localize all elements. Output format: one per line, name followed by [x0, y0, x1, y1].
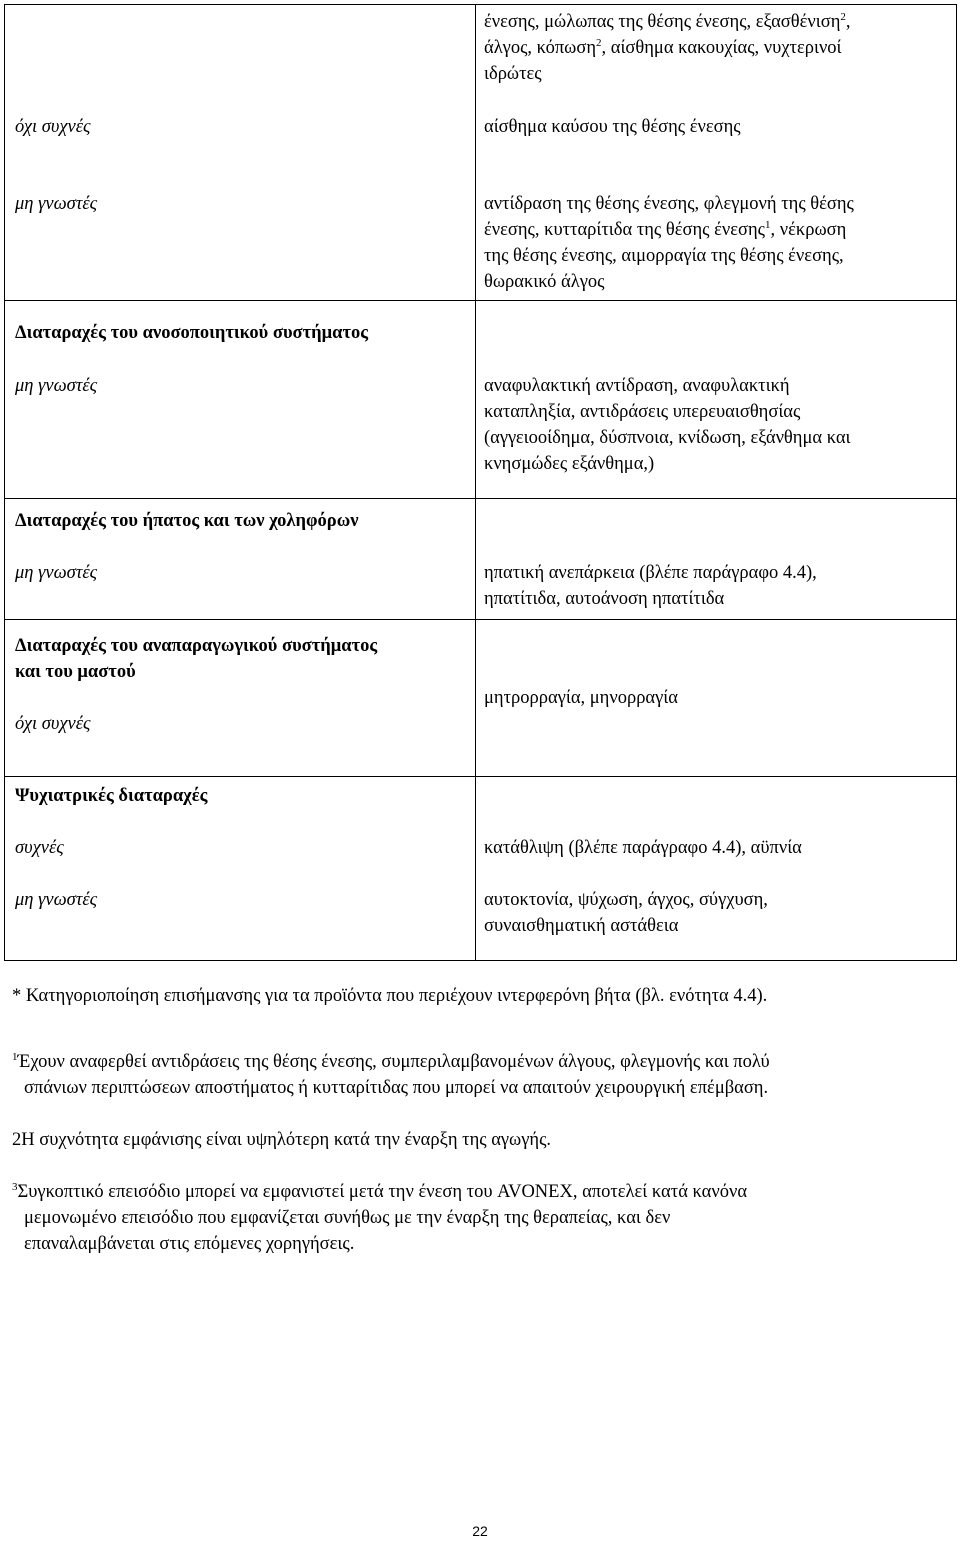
frequency-label: μη γνωστές	[15, 376, 98, 396]
effects-text: μητρορραγία, μηνορραγία	[484, 688, 678, 708]
footnote-1-continued: σπάνιων περιπτώσεων αποστήματος ή κυτταρίτιδας που μπορεί να απαιτούν χειρουργική επέμβαση.	[24, 1078, 769, 1098]
effects-text: αυτοκτονία, ψύχωση, άγχος, σύγχυση, συναισθηματική αστάθεια	[484, 890, 768, 936]
footnote-3: $^3$Συγκοπτικό επεισόδιο μπορεί να εμφανιστεί μετά την ένεση του AVONEX, αποτελεί κατά κανόνα	[12, 1180, 748, 1202]
table-row	[5, 5, 957, 301]
effects-text: αντίδραση της θέσης ένεσης, φλεγμονή της θέσης ένεσης, κυτταρίτιδα της θέσης ένεσης$^1$, νέκρωση της θέσης ένεσης, αιμορραγία της θέσης ένεσης, θωρακικό άλγος	[484, 194, 854, 292]
page-number: 22	[472, 1523, 488, 1539]
effects-text: αίσθημα καύσου της θέσης ένεσης	[484, 117, 741, 137]
footnote-1: $^1$Έχουν αναφερθεί αντιδράσεις της θέσης ένεσης, συμπεριλαμβανομένων άλγους, φλεγμονής και πολύ	[12, 1050, 770, 1072]
frequency-label: όχι συχνές	[15, 714, 91, 734]
frequency-label: μη γνωστές	[15, 194, 98, 214]
frequency-label: μη γνωστές	[15, 890, 98, 910]
effects-text: ένεσης, μώλωπας της θέσης ένεσης, εξασθένιση$^2$, άλγος, κόπωση$^2$, αίσθημα κακουχίας, νυχτερινοί ιδρώτες	[484, 10, 851, 84]
table-row	[5, 499, 957, 620]
effects-text: ηπατική ανεπάρκεια (βλέπε παράγραφο 4.4), ηπατίτιδα, αυτοάνοση ηπατίτιδα	[484, 563, 817, 609]
adverse-reactions-table	[4, 4, 957, 961]
effects-text: αναφυλακτική αντίδραση, αναφυλακτική καταπληξία, αντιδράσεις υπερευαισθησίας (αγγειοοίδημα, δύσπνοια, κνίδωση, εξάνθημα και κνησμώδες εξάνθημα,)	[484, 376, 851, 474]
category-heading: Διαταραχές του ανοσοποιητικού συστήματος	[15, 323, 369, 343]
footnote-3-continued: επαναλαμβάνεται στις επόμενες χορηγήσεις.	[24, 1234, 355, 1254]
table-row	[5, 777, 957, 961]
classification-footnote: * Κατηγοριοποίηση επισήμανσης για τα προϊόντα που περιέχουν ιντερφερόνη βήτα (βλ. ενότητα 4.4).	[12, 986, 768, 1006]
category-heading: Διαταραχές του αναπαραγωγικού συστήματος και του μαστού	[15, 636, 378, 682]
category-heading: Ψυχιατρικές διαταραχές	[15, 786, 208, 806]
frequency-label: όχι συχνές	[15, 117, 91, 137]
footnote-2: 2Η συχνότητα εμφάνισης είναι υψηλότερη κατά την έναρξη της αγωγής.	[12, 1130, 552, 1150]
table-row	[5, 620, 957, 777]
footnote-3-continued: μεμονωμένο επεισόδιο που εμφανίζεται συνήθως με την έναρξη της θεραπείας, και δεν	[24, 1208, 671, 1228]
frequency-label: μη γνωστές	[15, 563, 98, 583]
table-row	[5, 301, 957, 499]
frequency-label: συχνές	[15, 838, 64, 858]
effects-text: κατάθλιψη (βλέπε παράγραφο 4.4), αϋπνία	[484, 838, 802, 858]
category-heading: Διαταραχές του ήπατος και των χοληφόρων	[15, 511, 359, 531]
